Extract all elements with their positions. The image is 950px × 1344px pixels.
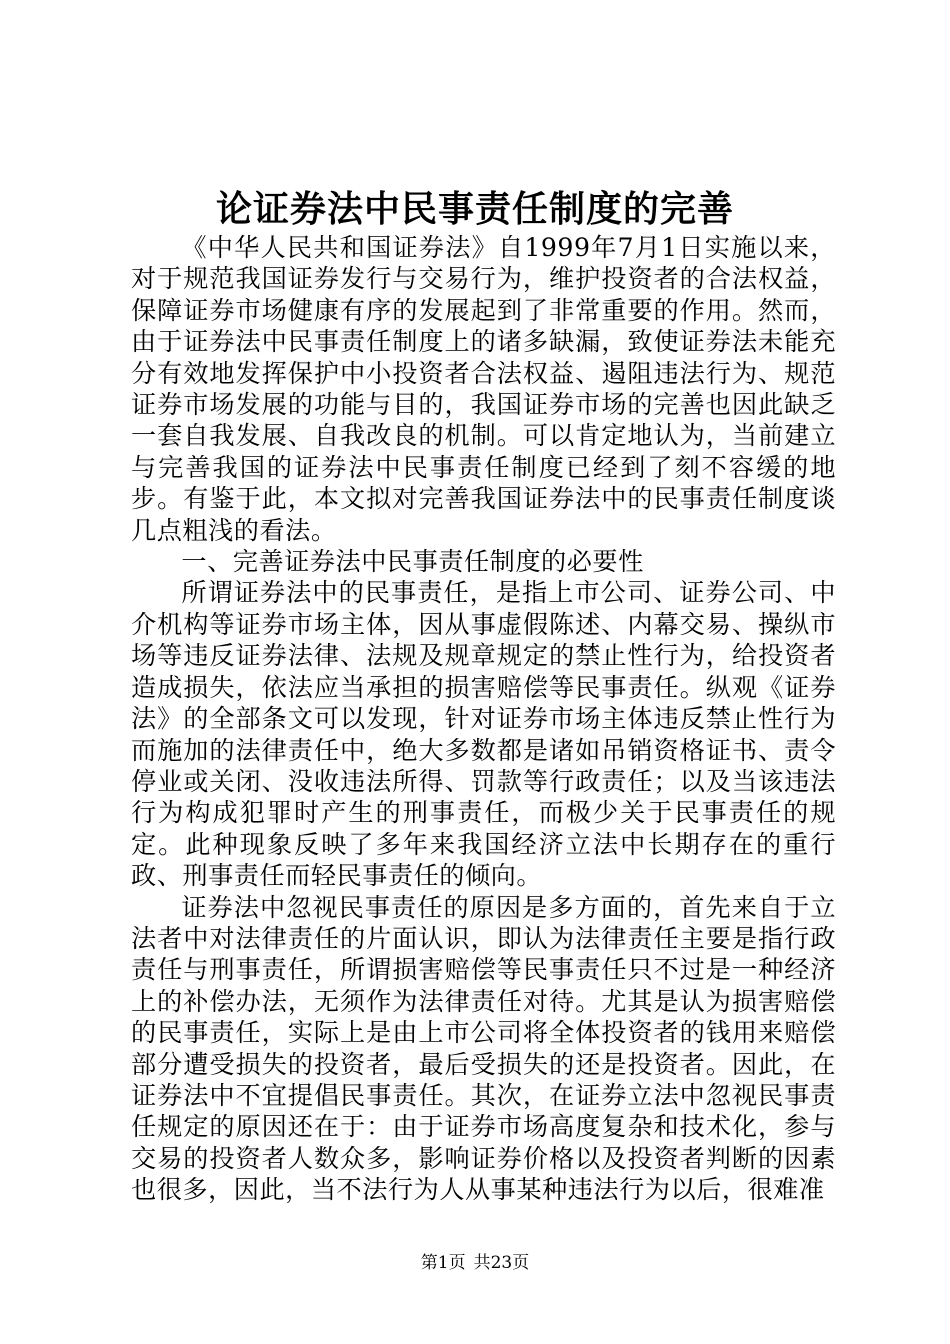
section-heading-necessity: 一、完善证券法中民事责任制度的必要性 [181, 547, 644, 577]
document-body [131, 232, 836, 1206]
page-total: 共23页 [473, 1253, 530, 1273]
paragraph-intro: 《中华人民共和国证券法》自1999年7月1日实施以来，对于规范我国证券发行与交易行为，维护投资者的合法权益，保障证券市场健康有序的发展起到了非常重要的作用。然而，由于证券法中民事责任制度上的诸多缺漏，致使证券法未能充分有效地发挥保护中小投资者合法权益、遏阻违法行为、规范证券市场发展的功能与目的，我国证券市场的完善也因此缺乏一套自我发展、自我改良的机制。可以肯定地认为，当前建立与完善我国的证券法中民事责任制度已经到了刻不容缓的地步。有鉴于此，本文拟对完善我国证券法中的民事责任制度谈几点粗浅的看法。 [131, 233, 836, 545]
document-title: 论证券法中民事责任制度的完善 [215, 188, 734, 230]
page-footer [0, 1252, 950, 1274]
page-number: 第1页 [420, 1253, 466, 1273]
paragraph-reasons: 证券法中忽视民事责任的原因是多方面的，首先来自于立法者中对法律责任的片面认识，即认为法律责任主要是指行政责任与刑事责任，所谓损害赔偿等民事责任只不过是一种经济上的补偿办法，无须作为法律责任对待。尤其是认为损害赔偿的民事责任，实际上是由上市公司将全体投资者的钱用来赔偿部分遭受损失的投资者，最后受损失的还是投资者。因此，在证券法中不宜提倡民事责任。其次，在证券立法中忽视民事责任规定的原因还在于：由于证券市场高度复杂和技术化，参与交易的投资者人数众多，影响证券价格以及投资者判断的因素也很多，因此，当不法行为人从事某种违法行为以后，很难准 [131, 892, 836, 1205]
paragraph-definition: 所谓证券法中的民事责任，是指上市公司、证券公司、中介机构等证券市场主体，因从事虚假陈述、内幕交易、操纵市场等违反证券法律、法规及规章规定的禁止性行为，给投资者造成损失，依法应当承担的损害赔偿等民事责任。纵观《证券法》的全部条文可以发现，针对证券市场主体违反禁止性行为而施加的法律责任中，绝大多数都是诸如吊销资格证书、责令停业或关闭、没收违法所得、罚款等行政责任；以及当该违法行为构成犯罪时产生的刑事责任，而极少关于民事责任的规定。此种现象反映了多年来我国经济立法中长期存在的重行政、刑事责任而轻民事责任的倾向。 [131, 578, 836, 891]
